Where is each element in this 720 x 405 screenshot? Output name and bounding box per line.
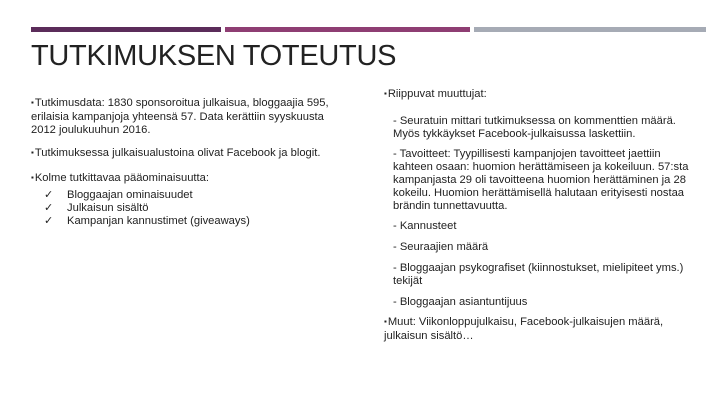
variable-goals	[393, 148, 699, 212]
accent-bar-magenta	[225, 27, 470, 32]
right-column	[384, 88, 699, 354]
variable-followers-text: Seuraajien määrä	[399, 241, 489, 254]
variable-goals-text: Tavoitteet: Tyypillisesti kampanjojen tavoitteet jaettiin kahteen osaan: huomion herättämiseen ja kokeiluun. 57:sta kampanjasta 29 oli tavoitteena huomion herättäminen ja 28 kokeilu. Huomion herättämisellä halutaan erityisesti nostaa brändin tunnettavuutta.	[393, 148, 689, 212]
variable-expertise	[393, 296, 699, 309]
variable-psychographics-text: Bloggaajan psykografiset (kiinnostukset, mielipiteet yms.) tekijät	[393, 261, 684, 287]
variable-psychographics	[393, 262, 699, 288]
left-column	[31, 97, 331, 227]
list-item-label: Julkaisun sisältö	[67, 201, 149, 214]
variable-followers	[393, 241, 699, 254]
variable-comments	[393, 115, 699, 141]
list-item	[31, 215, 331, 228]
check-mark-icon: ✓	[44, 201, 54, 214]
check-mark-icon: ✓	[44, 188, 54, 201]
accent-bar-gray	[474, 27, 706, 32]
paragraph-data-summary	[31, 97, 331, 136]
paragraph-platforms	[31, 147, 331, 161]
variable-incentives-text: Kannusteet	[399, 220, 457, 233]
list-item-label: Kampanjan kannustimet (giveaways)	[67, 214, 250, 227]
check-mark-icon: ✓	[44, 214, 54, 227]
list-item	[31, 189, 331, 202]
variable-expertise-text: Bloggaajan asiantuntijuus	[399, 295, 528, 308]
variable-incentives	[393, 220, 699, 233]
dependent-variables-heading	[384, 88, 699, 102]
list-item-label: Bloggaajan ominaisuudet	[67, 188, 193, 201]
list-item	[31, 202, 331, 215]
features-heading-text: Kolme tutkittavaa pääominaisuutta:	[34, 172, 209, 185]
variable-comments-text: Seuratuin mittari tutkimuksessa on kommenttien määrä. Myös tykkäykset Facebook-julkaisussa laskettiin.	[393, 114, 676, 140]
dependent-variables-text: Riippuvat muuttujat:	[387, 88, 487, 100]
other-variables	[384, 316, 699, 343]
paragraph-features-heading	[31, 172, 331, 186]
platforms-text: Tutkimuksessa julkaisualustoina olivat Facebook ja blogit.	[34, 147, 321, 160]
features-list	[31, 189, 331, 227]
other-variables-text: Muut: Viikonloppujulkaisu, Facebook-julkaisujen määrä, julkaisun sisältö…	[384, 316, 664, 343]
slide-title: TUTKIMUKSEN TOTEUTUS	[31, 40, 397, 72]
data-summary-text: Tutkimusdata: 1830 sponsoroitua julkaisua, bloggaajia 595, erilaisia kampanjoja yhteensä 57. Data kerättiin syyskuusta 2012 joulukuuhun 2016.	[31, 97, 329, 136]
accent-bar-purple	[31, 27, 221, 32]
